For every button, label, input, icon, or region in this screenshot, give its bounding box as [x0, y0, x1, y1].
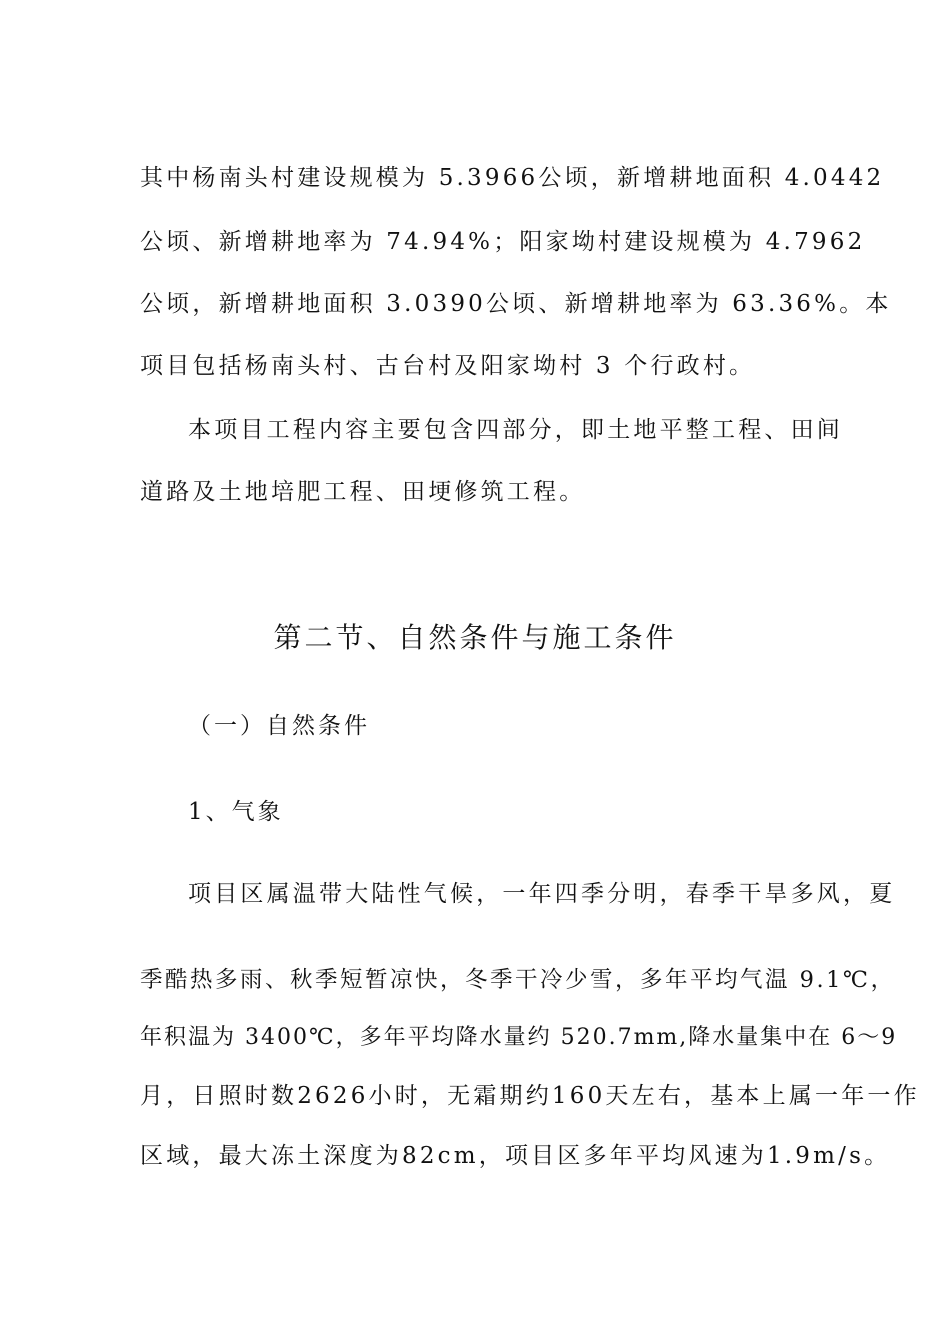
paragraph-line: 年积温为 3400℃，多年平均降水量约 520.7mm,降水量集中在 6～9: [140, 1025, 898, 1050]
section-title: 第二节、自然条件与施工条件: [273, 621, 677, 654]
paragraph-line: 月，日照时数2626小时，无霜期约160天左右，基本上属一年一作: [140, 1083, 920, 1109]
paragraph-line: 区域，最大冻土深度为82cm，项目区多年平均风速为1.9m/s。: [140, 1143, 891, 1169]
paragraph-line: 季酷热多雨、秋季短暂凉快，冬季干冷少雪，多年平均气温 9.1℃，: [140, 967, 896, 993]
paragraph-line: 本项目工程内容主要包含四部分，即土地平整工程、田间: [188, 417, 843, 443]
paragraph-line: 公顷、新增耕地率为 74.94%；阳家坳村建设规模为 4.7962: [140, 229, 866, 255]
paragraph-line: 项目区属温带大陆性气候，一年四季分明，春季干旱多风，夏: [188, 881, 896, 907]
item-title: 1、气象: [188, 799, 284, 825]
paragraph-line: 其中杨南头村建设规模为 5.3966公顷，新增耕地面积 4.0442: [140, 165, 885, 191]
paragraph-line: 道路及土地培肥工程、田埂修筑工程。: [140, 479, 586, 505]
subsection-title: （一）自然条件: [188, 713, 370, 739]
paragraph-line: 项目包括杨南头村、古台村及阳家坳村 3 个行政村。: [140, 353, 756, 379]
paragraph-line: 公顷，新增耕地面积 3.0390公顷、新增耕地率为 63.36%。本: [140, 291, 892, 317]
